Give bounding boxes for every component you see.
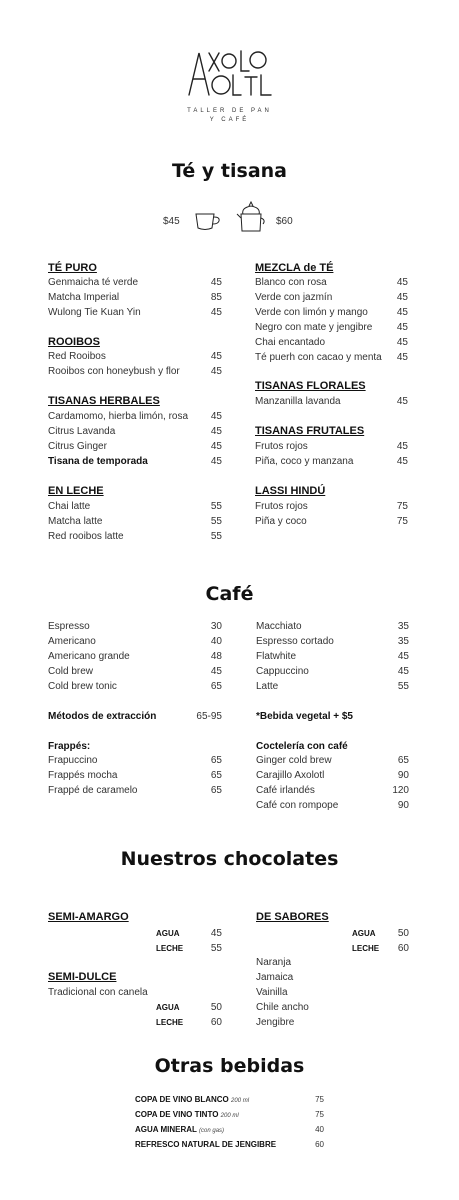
section-heading-semi-dulce: SEMI-DULCE bbox=[48, 971, 117, 983]
price-row: AGUA 50 bbox=[156, 1002, 222, 1013]
cafe-section-title: Café bbox=[205, 583, 254, 605]
drink-row: COPA DE VINO BLANCO 200 ml 75 bbox=[135, 1095, 324, 1104]
menu-row: Cardamomo, hierba limón, rosa 45 bbox=[48, 411, 222, 422]
menu-row: Negro con mate y jengibre 45 bbox=[255, 322, 408, 333]
axolotl-logo-icon bbox=[185, 45, 275, 100]
menu-row: Té puerh con cacao y menta 45 bbox=[255, 352, 408, 363]
menu-row: Matcha Imperial 85 bbox=[48, 292, 222, 303]
menu-row: Flatwhite 45 bbox=[256, 651, 409, 662]
section-heading-en-leche: EN LECHE bbox=[48, 485, 104, 497]
pot-price: $60 bbox=[276, 216, 293, 227]
menu-row: Macchiato 35 bbox=[256, 621, 409, 632]
menu-row: Piña y coco 75 bbox=[255, 516, 408, 527]
menu-row: Frappés mocha 65 bbox=[48, 770, 222, 781]
chocolates-section-title: Nuestros chocolates bbox=[120, 848, 339, 870]
flavor-item: Chile ancho bbox=[256, 1002, 309, 1013]
frappes-heading: Frappés: bbox=[48, 741, 91, 752]
menu-row: Americano 40 bbox=[48, 636, 222, 647]
drink-row: AGUA MINERAL (con gas) 40 bbox=[135, 1125, 324, 1134]
menu-row: Frappé de caramelo 65 bbox=[48, 785, 222, 796]
flavor-item: Jengibre bbox=[256, 1017, 295, 1028]
price-row: AGUA 45 bbox=[156, 928, 222, 939]
section-heading-tisanas-florales: TISANAS FLORALES bbox=[255, 380, 366, 392]
menu-row: Ginger cold brew 65 bbox=[256, 755, 409, 766]
menu-row: Verde con limón y mango 45 bbox=[255, 307, 408, 318]
vegetal-note: *Bebida vegetal + $5 bbox=[256, 711, 353, 722]
menu-row: Citrus Ginger 45 bbox=[48, 441, 222, 452]
section-heading-rooibos: ROOIBOS bbox=[48, 336, 100, 348]
menu-row: Carajillo Axolotl 90 bbox=[256, 770, 409, 781]
otras-section-title: Otras bebidas bbox=[154, 1055, 305, 1077]
price-row: AGUA 50 bbox=[352, 928, 409, 939]
teacup-icon bbox=[193, 210, 223, 232]
cocteleria-heading: Coctelería con café bbox=[256, 741, 348, 752]
menu-row: Frapuccino 65 bbox=[48, 755, 222, 766]
logo-subtitle-2: Y CAFÉ bbox=[209, 117, 250, 123]
menu-row: Rooibos con honeybush y flor 45 bbox=[48, 366, 222, 377]
menu-row: Red Rooibos 45 bbox=[48, 351, 222, 362]
drink-row: COPA DE VINO TINTO 200 ml 75 bbox=[135, 1110, 324, 1119]
section-heading-te-puro: TÉ PURO bbox=[48, 262, 97, 274]
price-row: LECHE 60 bbox=[352, 943, 409, 954]
menu-row: Tradicional con canela bbox=[48, 987, 148, 998]
section-heading-de-sabores: DE SABORES bbox=[256, 911, 329, 923]
menu-row: Piña, coco y manzana 45 bbox=[255, 456, 408, 467]
menu-row: Blanco con rosa 45 bbox=[255, 277, 408, 288]
metodos-row: Métodos de extracción 65-95 bbox=[48, 711, 222, 722]
menu-row: Verde con jazmín 45 bbox=[255, 292, 408, 303]
menu-row: Red rooibos latte 55 bbox=[48, 531, 222, 542]
menu-row: Café irlandés 120 bbox=[256, 785, 409, 796]
menu-row: Matcha latte 55 bbox=[48, 516, 222, 527]
menu-row: Chai encantado 45 bbox=[255, 337, 408, 348]
menu-row: Café con rompope 90 bbox=[256, 800, 409, 811]
section-heading-tisanas-herbales: TISANAS HERBALES bbox=[48, 395, 160, 407]
drink-row: REFRESCO NATURAL DE JENGIBRE 60 bbox=[135, 1140, 324, 1149]
menu-row: Cold brew 45 bbox=[48, 666, 222, 677]
menu-row: Chai latte 55 bbox=[48, 501, 222, 512]
flavor-item: Vainilla bbox=[256, 987, 288, 998]
menu-row: Americano grande 48 bbox=[48, 651, 222, 662]
price-row: LECHE 60 bbox=[156, 1017, 222, 1028]
logo bbox=[0, 40, 459, 130]
logo-subtitle-1: TALLER DE PAN bbox=[187, 108, 272, 114]
menu-row: Genmaicha té verde 45 bbox=[48, 277, 222, 288]
menu-row: Wulong Tie Kuan Yin 45 bbox=[48, 307, 222, 318]
te-section-title: Té y tisana bbox=[171, 160, 287, 182]
menu-row: Espresso 30 bbox=[48, 621, 222, 632]
price-row: LECHE 55 bbox=[156, 943, 222, 954]
menu-row: Frutos rojos 75 bbox=[255, 501, 408, 512]
menu-row: Frutos rojos 45 bbox=[255, 441, 408, 452]
section-heading-mezcla-de-te: MEZCLA de TÉ bbox=[255, 262, 334, 274]
section-heading-tisanas-frutales: TISANAS FRUTALES bbox=[255, 425, 365, 437]
menu-row: Cold brew tonic 65 bbox=[48, 681, 222, 692]
section-heading-semi-amargo: SEMI-AMARGO bbox=[48, 911, 129, 923]
flavor-item: Jamaica bbox=[256, 972, 294, 983]
teapot-icon bbox=[236, 200, 266, 235]
menu-row: Citrus Lavanda 45 bbox=[48, 426, 222, 437]
menu-row: Cappuccino 45 bbox=[256, 666, 409, 677]
menu-row: Latte 55 bbox=[256, 681, 409, 692]
section-heading-lassi-hindu: LASSI HINDÚ bbox=[255, 485, 326, 497]
menu-row: Tisana de temporada 45 bbox=[48, 456, 222, 467]
cup-price: $45 bbox=[163, 216, 180, 227]
menu-row: Espresso cortado 35 bbox=[256, 636, 409, 647]
menu-row: Manzanilla lavanda 45 bbox=[255, 396, 408, 407]
flavor-item: Naranja bbox=[256, 957, 292, 968]
